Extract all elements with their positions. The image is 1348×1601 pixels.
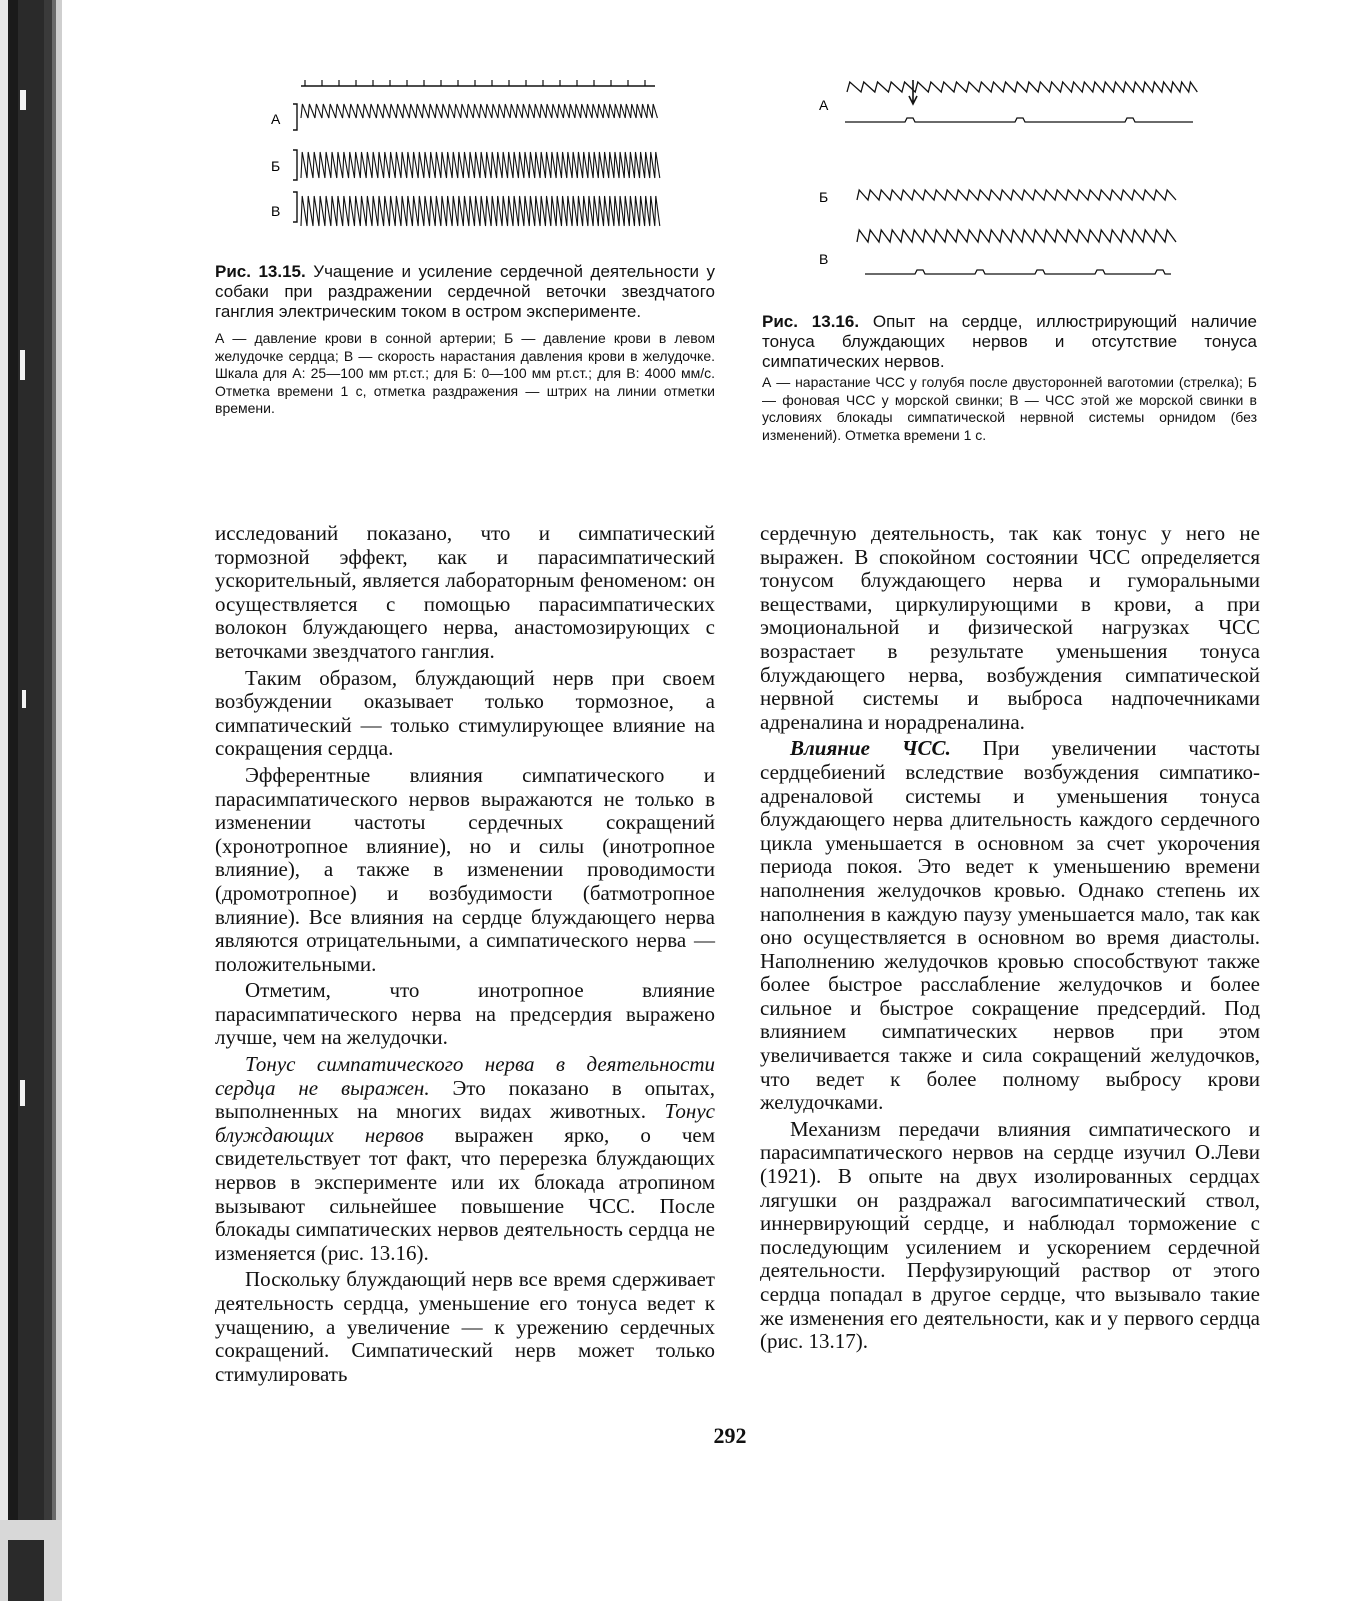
figure-13-15-caption	[215, 262, 715, 418]
caption-legend: А — нарастание ЧСС у голубя после двусторонней ваготомии (стрелка); Б — фоновая ЧСС у морской свинки; В — ЧСС этой же морской свинки в условиях блокады симпатической нервной системы орнидом (без изменений). Отметка времени 1 с.	[762, 374, 1257, 443]
trace-label: А	[271, 111, 281, 127]
bracket-c	[293, 192, 297, 222]
time-mark-line	[845, 118, 1193, 122]
trace-c	[857, 230, 1176, 242]
paragraph: сердечную деятельность, так как тонус у него не выражен. В спокойном состоянии ЧСС определяется тонусом блуждающего нерва и гуморальными веществами, циркулирующими в крови, а при эмоциональной и физической нагрузках ЧСС возрастает в результате уменьшения тонуса блуждающего нерва, возбуждения симпатической нервной системы и выброса надпочечниками адреналина и норадреналина.	[760, 521, 1260, 734]
paragraph-text: Это показано в опытах, выполненных на многих видах животных.	[215, 1075, 715, 1124]
trace-b	[301, 152, 660, 178]
italic-statement: Тонус блуждающих нервов	[215, 1099, 715, 1147]
trace-a	[301, 104, 657, 118]
paragraph: исследований показано, что и симпатический тормозной эффект, как и парасимпатический ускорительный, является лабораторным феноменом: он осуществляется с помощью парасимпатических волокон блуждающего нерва, анастомозирующих с веточками звездчатого ганглия.	[215, 521, 715, 663]
paragraph	[760, 737, 1260, 1115]
trace-a	[847, 82, 1197, 92]
trace-label: Б	[819, 189, 829, 205]
figure-13-16-caption	[762, 312, 1257, 444]
figure-number: Рис. 13.15.	[215, 262, 306, 281]
trace-c	[301, 196, 660, 226]
scan-binding-edge	[0, 0, 62, 1601]
bracket-b	[293, 150, 297, 180]
italic-statement: Тонус симпатического нерва в деятельности сердца не выражен.	[215, 1052, 715, 1100]
paragraph: Эфферентные влияния симпатического и парасимпатического нервов выражаются не только в изменении частоты сердечных сокращений (хронотропное влияние), но и силы (инотропное влияние), а также в изменении проводимости (дромотропное) и возбудимости (батмотропное влияние). Все влияния на сердце блуждающего нерва являются отрицательными, а симпатического нерва — положительными.	[215, 762, 715, 976]
trace-label: В	[819, 251, 829, 267]
caption-title	[762, 312, 1257, 372]
caption-text: Учащение и усиление сердечной деятельности у собаки при раздражении сердечной веточки звездчатого ганглия электрическим током в остром эксперименте.	[215, 262, 715, 321]
figure-13-15-traces	[265, 76, 665, 236]
paragraph	[215, 1053, 715, 1265]
paragraph: Механизм передачи влияния симпатического и парасимпатического нервов на сердце изучил О.Леви (1921). В опыте на двух изолированных сердцах лягушки он раздражал вагосимпатический ствол, иннервирующий сердце, и наблюдал торможение с последующим усилением и ускорением сердечной деятельности. Перфузирующий раствор от этого сердца попадал в другое сердце, что вызывало такие же изменения его деятельности, как и у первого сердца (рис. 13.17).	[760, 1116, 1260, 1354]
caption-legend: А — давление крови в сонной артерии; Б — давление крови в левом желудочке сердца; В — скорость нарастания давления крови в желудочке. Шкала для А: 25—100 мм рт.ст.; для Б: 0—100 мм рт.ст.; для В: 4000 мм/с. Отметка времени 1 с, отметка раздражения — штрих на линии отметки времени.	[215, 330, 715, 416]
time-mark-line	[865, 270, 1171, 274]
paragraph-text: выражен ярко, о чем свидетельствует тот факт, что перерезка блуждающих нервов в эксперименте или их блокада атропином вызывают сильнейшее повышение ЧСС. После блокады симпатических нервов деятельность сердца не изменяется (рис. 13.16).	[215, 1122, 716, 1265]
caption-text: Опыт на сердце, иллюстрирующий наличие тонуса блуждающих нервов и отсутствие тонуса симпатических нервов.	[762, 312, 1257, 371]
bracket-a	[293, 104, 297, 130]
paragraph-text: При увеличении частоты сердцебиений вследствие возбуждения симпатико-адреналовой системы и уменьшения тонуса блуждающего нерва длительность каждого сердечного цикла уменьшается в основном за счет укорочения периода покоя. Это ведет к уменьшению времени наполнения желудочков кровью. Однако степень их наполнения в каждую паузу уменьшается мало, так как оно осуществляется в основном во время диастолы. Наполнению желудочков кровью способствуют также более быстрое расслабление желудочков и более сильное и быстрое сокращение предсердий. Под влиянием симпатических нервов при этом увеличивается также и сила сокращений желудочков, что ведет к более полному выбросу крови желудочками.	[760, 736, 1260, 1115]
trace-label: В	[271, 203, 281, 219]
paragraph: Поскольку блуждающий нерв все время сдерживает деятельность сердца, уменьшение его тонуса ведет к учащению, а увеличение — к урежению сердечных сокращений. Симпатический нерв может только стимулировать	[215, 1267, 715, 1386]
figure-13-16-traces	[815, 72, 1205, 292]
paragraph: Отметим, что инотропное влияние парасимпатического нерва на предсердия выражено лучше, чем на желудочки.	[215, 978, 715, 1050]
trace-label: А	[819, 97, 829, 113]
trace-label: Б	[271, 158, 281, 174]
page-number: 292	[713, 1423, 747, 1448]
left-text-column	[215, 522, 715, 1389]
section-heading: Влияние ЧСС.	[790, 736, 951, 761]
caption-title	[215, 262, 715, 322]
trace-b	[857, 190, 1176, 200]
right-text-column	[760, 522, 1260, 1357]
figure-number: Рис. 13.16.	[762, 312, 860, 331]
paragraph: Таким образом, блуждающий нерв при своем возбуждении оказывает только тормозное, а симпатический — только стимулирующее влияние на сокращения сердца.	[215, 665, 715, 761]
